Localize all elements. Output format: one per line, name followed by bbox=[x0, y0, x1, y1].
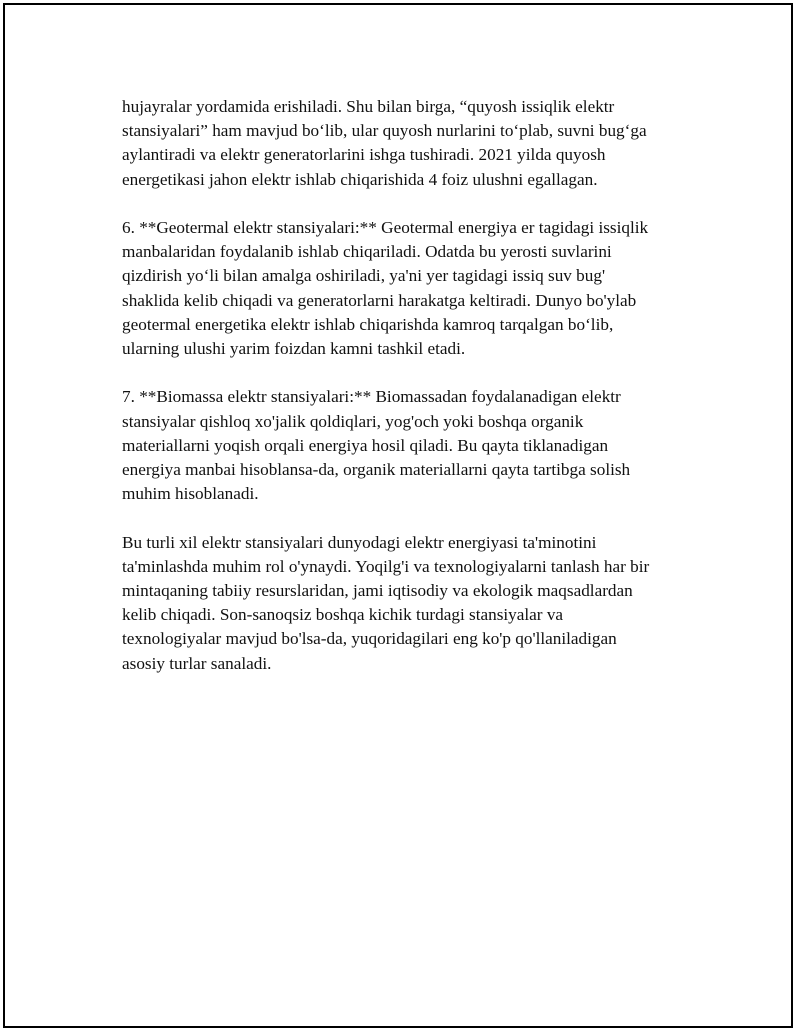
text-line: mintaqaning tabiiy resurslaridan, jami iqtisodiy va ekologik maqsadlardan bbox=[122, 581, 633, 601]
text-line: texnologiyalar mavjud bo'lsa-da, yuqoridagilari eng ko'p qo'llaniladigan bbox=[122, 629, 617, 649]
paragraph-biomass bbox=[122, 385, 702, 506]
text-line: stansiyalar qishloq xo'jalik qoldiqlari, yog'och yoki boshqa organik bbox=[122, 411, 584, 431]
paragraph-solar-continued bbox=[122, 95, 702, 192]
text-line: kelib chiqadi. Son-sanoqsiz boshqa kichik turdagi stansiyalar va bbox=[122, 605, 564, 625]
text-line: qizdirish yo‘li bilan amalga oshiriladi, ya'ni yer tagidagi issiq suv bug' bbox=[122, 266, 606, 286]
text-line: materiallarni yoqish orqali energiya hosil qiladi. Bu qayta tiklanadigan bbox=[122, 435, 609, 455]
text-line: ta'minlashda muhim rol o'ynaydi. Yoqilg'i va texnologiyalarni tanlash har bir bbox=[122, 556, 650, 576]
text-line: 6. **Geotermal elektr stansiyalari:** Geotermal energiya er tagidagi issiqlik bbox=[122, 218, 649, 237]
text-line: aylantiradi va elektr generatorlarini ishga tushiradi. 2021 yilda quyosh bbox=[122, 145, 606, 165]
text-line: energetikasi jahon elektr ishlab chiqarishida 4 foiz ulushni egallagan. bbox=[122, 169, 598, 189]
document-body bbox=[122, 95, 702, 700]
text-line: hujayralar yordamida erishiladi. Shu bilan birga, “quyosh issiqlik elektr bbox=[122, 97, 615, 116]
paragraph-conclusion bbox=[122, 531, 702, 676]
text-line: shaklida kelib chiqadi va generatorlarni harakatga keltiradi. Dunyo bo'ylab bbox=[122, 290, 637, 310]
text-line: energiya manbai hisoblansa-da, organik materiallarni qayta tartibga solish bbox=[122, 460, 631, 480]
text-line: muhim hisoblanadi. bbox=[122, 484, 259, 504]
text-line: Bu turli xil elektr stansiyalari dunyodagi elektr energiyasi ta'minotini bbox=[122, 532, 597, 552]
text-line: geotermal energetika elektr ishlab chiqarishda kamroq tarqalgan bo‘lib, bbox=[122, 314, 614, 334]
text-line: 7. **Biomassa elektr stansiyalari:** Biomassadan foydalanadigan elektr bbox=[122, 387, 621, 407]
page-frame bbox=[3, 3, 793, 1028]
text-line: ularning ulushi yarim foizdan kamni tashkil etadi. bbox=[122, 339, 466, 359]
text-line: asosiy turlar sanaladi. bbox=[122, 653, 272, 673]
text-line: stansiyalari” ham mavjud bo‘lib, ular quyosh nurlarini to‘plab, suvni bug‘ga bbox=[122, 121, 647, 141]
paragraph-geothermal bbox=[122, 216, 702, 361]
text-line: manbalaridan foydalanib ishlab chiqariladi. Odatda bu yerosti suvlarini bbox=[122, 242, 612, 262]
